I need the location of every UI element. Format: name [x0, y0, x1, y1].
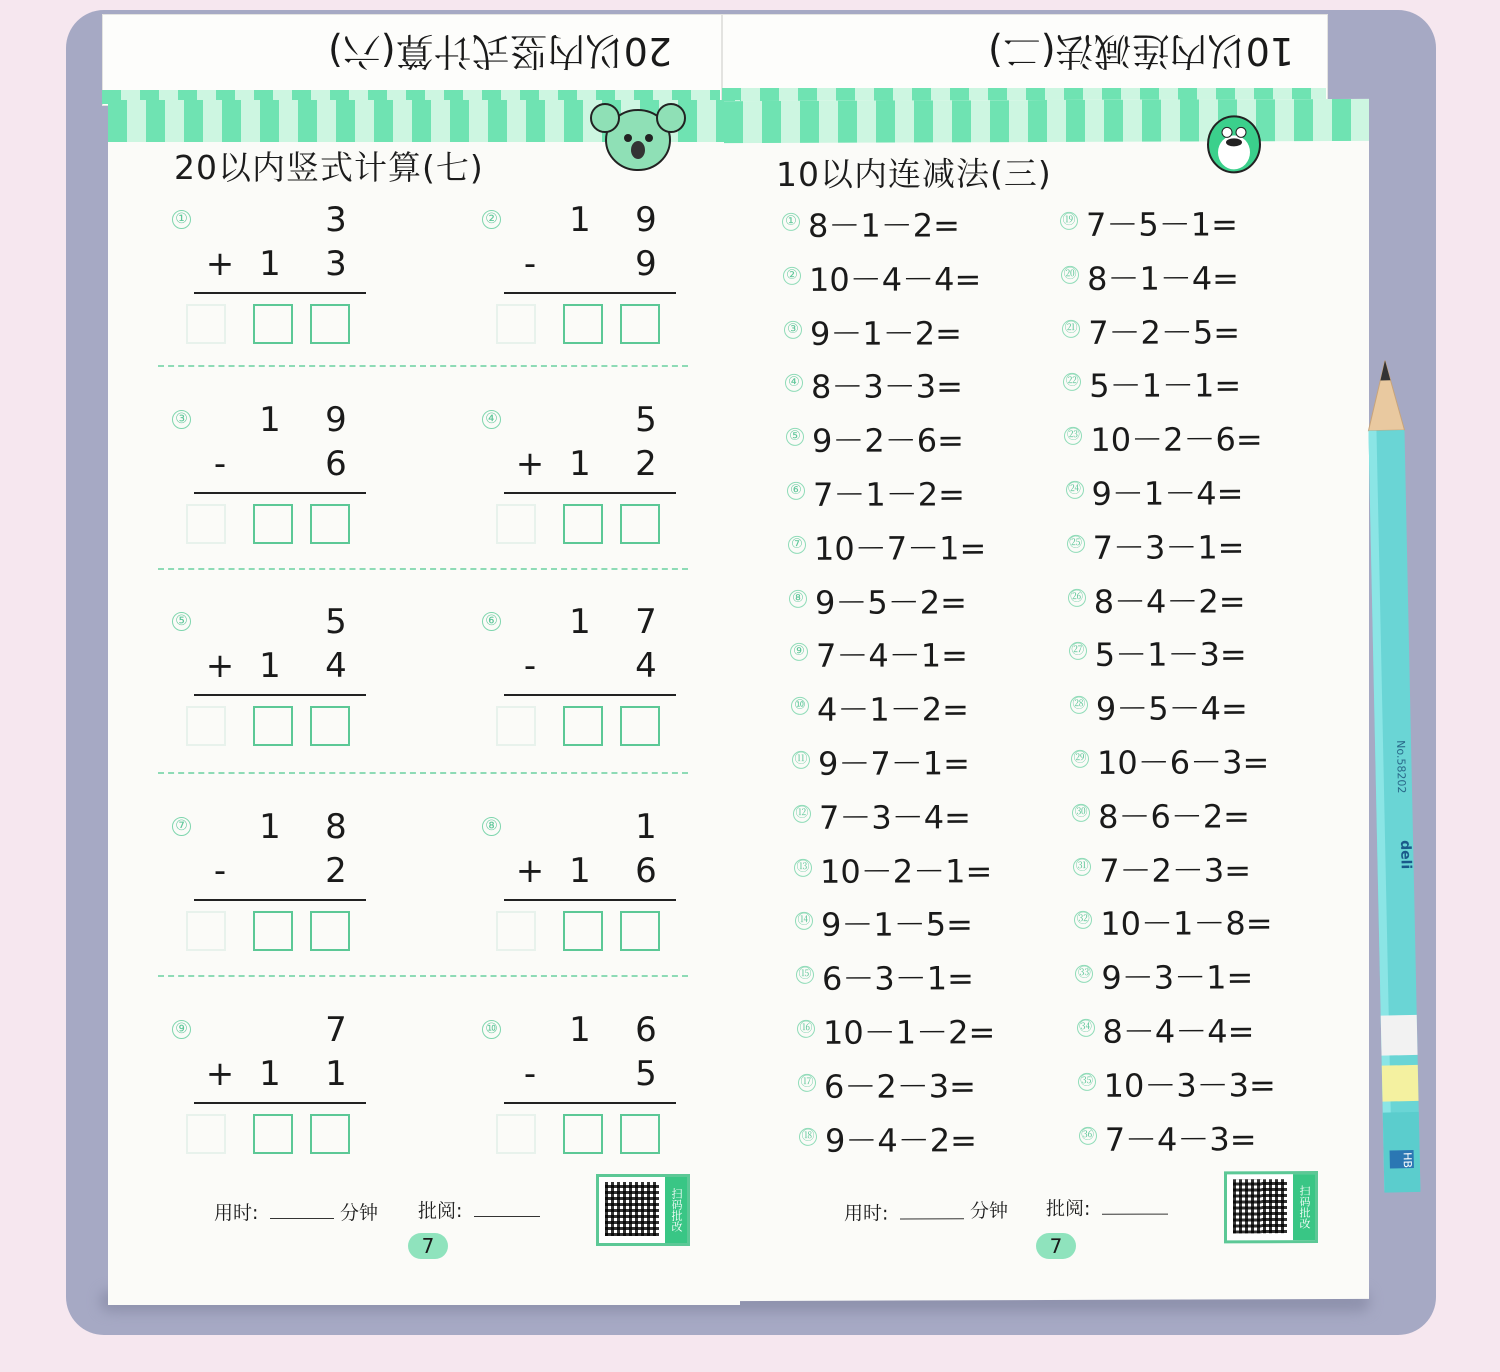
right-back-title: 10以内连减法(二) — [988, 29, 1295, 73]
bottom-tens-digit: 1 — [569, 444, 591, 484]
operator: - — [523, 1054, 537, 1094]
answer-box-ones[interactable] — [310, 706, 350, 746]
subtraction-equation: 6－2－3= — [824, 1067, 976, 1106]
equation-number: ⑪ — [792, 751, 810, 769]
sum-line — [194, 292, 366, 294]
vertical-problem — [478, 1010, 708, 1190]
time-blank[interactable] — [270, 1218, 334, 1219]
bottom-ones-digit: 3 — [325, 244, 347, 284]
vertical-problem — [168, 1010, 398, 1190]
subtraction-equation: 8－1－2= — [808, 206, 960, 245]
equation-number: ⑱ — [799, 1127, 817, 1145]
vertical-problem — [168, 807, 398, 987]
vertical-problem — [478, 807, 708, 987]
equation-number: ㉒ — [1063, 373, 1081, 391]
left-back-title: 20以内竖式计算(六) — [328, 29, 673, 73]
faint-answer-box — [186, 1114, 226, 1154]
equation-number: ㉔ — [1066, 481, 1084, 499]
subtraction-equation: 10－2－6= — [1090, 420, 1263, 460]
subtraction-equation: 9－7－1= — [818, 744, 970, 783]
faint-answer-box — [186, 911, 226, 951]
page-number: 7 — [408, 1233, 448, 1259]
pencil-model: No.58202 — [1393, 740, 1409, 794]
equation-number: ⑦ — [788, 536, 806, 554]
answer-box-ones[interactable] — [620, 304, 660, 344]
equation-number: ⑯ — [797, 1020, 815, 1038]
vertical-problem — [478, 400, 708, 580]
bottom-tens-digit: 1 — [259, 646, 281, 686]
equation-number: ⑩ — [791, 697, 809, 715]
top-ones-digit: 7 — [325, 1010, 347, 1050]
faint-answer-box — [496, 504, 536, 544]
sum-line — [194, 492, 366, 494]
equation-number: ⑲ — [1060, 212, 1078, 230]
answer-box-ones[interactable] — [620, 504, 660, 544]
problem-number: ③ — [172, 410, 191, 429]
problem-number: ⑤ — [172, 612, 191, 631]
review-blank[interactable] — [1102, 1214, 1168, 1215]
penguin-icon — [1194, 104, 1274, 174]
bottom-tens-digit: 1 — [259, 244, 281, 284]
equation-number: ㉛ — [1073, 857, 1091, 875]
top-ones-digit: 1 — [635, 807, 657, 847]
subtraction-equation: 7－2－3= — [1099, 850, 1252, 890]
equation-number: ⑨ — [790, 643, 808, 661]
sum-line — [194, 1102, 366, 1104]
subtraction-equation: 7－1－2= — [813, 475, 965, 514]
equation-number: ⑮ — [796, 966, 814, 984]
operator: + — [515, 851, 545, 891]
equation-number: ㉘ — [1070, 696, 1088, 714]
left-page — [108, 100, 740, 1305]
answer-box-ones[interactable] — [310, 911, 350, 951]
subtraction-equation: 5－1－1= — [1089, 366, 1242, 406]
answer-box-ones[interactable] — [310, 1114, 350, 1154]
time-blank[interactable] — [900, 1218, 964, 1219]
answer-box-tens[interactable] — [253, 1114, 293, 1154]
top-tens-digit: 1 — [259, 807, 281, 847]
koala-icon — [583, 100, 693, 185]
subtraction-equation: 9－3－1= — [1101, 958, 1254, 997]
problem-number: ① — [172, 210, 191, 229]
bottom-tens-digit: 1 — [259, 1054, 281, 1094]
subtraction-equation: 10－1－2= — [823, 1013, 996, 1052]
subtraction-equation: 4－1－2= — [817, 690, 969, 729]
problem-number: ⑨ — [172, 1020, 191, 1039]
answer-box-tens[interactable] — [253, 504, 293, 544]
vertical-problem — [478, 602, 708, 782]
subtraction-equation: 9－1－2= — [810, 313, 962, 353]
subtraction-equation: 6－3－1= — [822, 959, 974, 998]
dashed-separator — [158, 772, 688, 774]
top-tens-digit: 1 — [569, 1010, 591, 1050]
vertical-problem — [168, 200, 398, 380]
bottom-ones-digit: 1 — [325, 1054, 347, 1094]
sum-line — [504, 292, 676, 294]
faint-answer-box — [496, 1114, 536, 1154]
equation-number: ⑫ — [793, 805, 811, 823]
answer-box-ones[interactable] — [620, 911, 660, 951]
bottom-ones-digit: 9 — [635, 244, 657, 284]
time-label: 用时: — [844, 1202, 889, 1225]
subtraction-equation: 10－6－3= — [1097, 743, 1270, 782]
answer-box-ones[interactable] — [310, 504, 350, 544]
bottom-tens-digit: 1 — [569, 851, 591, 891]
equation-number: ㉙ — [1071, 750, 1089, 768]
operator: - — [523, 646, 537, 686]
equation-number: ㉚ — [1072, 804, 1090, 822]
subtraction-equation: 8－1－4= — [1087, 259, 1239, 298]
operator: + — [205, 1054, 235, 1094]
dashed-separator — [158, 365, 688, 367]
equation-number: ㉗ — [1069, 642, 1087, 660]
operator: - — [213, 851, 227, 891]
page-number: 7 — [1036, 1233, 1076, 1259]
subtraction-equation: 8－3－3= — [811, 367, 963, 407]
dashed-separator — [158, 975, 688, 977]
problem-number: ⑥ — [482, 612, 501, 631]
subtraction-equation: 7－3－1= — [1092, 528, 1245, 567]
qr-code[interactable] — [596, 1174, 690, 1246]
subtraction-equation: 8－4－2= — [1093, 581, 1246, 621]
subtraction-equation: 7－2－5= — [1088, 312, 1241, 352]
top-ones-digit: 5 — [325, 602, 347, 642]
subtraction-equation: 9－1－4= — [1091, 474, 1244, 513]
answer-box-tens[interactable] — [563, 706, 603, 746]
top-ones-digit: 6 — [635, 1010, 657, 1050]
top-ones-digit: 5 — [635, 400, 657, 440]
answer-box-ones[interactable] — [620, 1114, 660, 1154]
equation-number: ⑬ — [794, 858, 812, 876]
equation-number: ④ — [785, 374, 803, 392]
equation-number: ⑧ — [789, 589, 807, 607]
equation-number: ① — [782, 213, 800, 231]
bottom-ones-digit: 4 — [325, 646, 347, 686]
top-ones-digit: 3 — [325, 200, 347, 240]
subtraction-equation: 7－4－1= — [816, 636, 968, 676]
equation-number: ② — [783, 267, 801, 285]
subtraction-equation: 10－4－4= — [809, 260, 982, 299]
subtraction-equation: 10－1－8= — [1100, 904, 1273, 944]
equation-number: ⑭ — [795, 912, 813, 930]
problem-number: ⑩ — [482, 1020, 501, 1039]
minutes-label: 分钟 — [340, 1202, 379, 1224]
faint-answer-box — [186, 504, 226, 544]
bottom-ones-digit: 2 — [635, 444, 657, 484]
top-ones-digit: 9 — [325, 400, 347, 440]
answer-box-ones[interactable] — [620, 706, 660, 746]
left-page-title: 20以内竖式计算(七) — [174, 148, 484, 187]
problem-number: ⑦ — [172, 817, 191, 836]
equation-number: ㉜ — [1074, 911, 1092, 929]
review-label: 批阅: — [418, 1200, 463, 1222]
subtraction-equation: 10－7－1= — [814, 529, 987, 568]
vertical-problem — [478, 200, 708, 380]
sum-line — [504, 1102, 676, 1104]
equation-number: ㉖ — [1068, 588, 1086, 606]
subtraction-equation: 5－1－3= — [1094, 635, 1247, 675]
time-label: 用时: — [214, 1202, 259, 1224]
equation-number: ⑰ — [798, 1074, 816, 1092]
equation-number: ㉞ — [1077, 1019, 1095, 1037]
dashed-separator — [158, 568, 688, 570]
operator: + — [205, 244, 235, 284]
subtraction-equation: 9－2－6= — [812, 421, 964, 461]
bottom-ones-digit: 5 — [635, 1054, 657, 1094]
faint-answer-box — [496, 706, 536, 746]
top-ones-digit: 7 — [635, 602, 657, 642]
pencil-brand: deli — [1397, 839, 1414, 870]
top-ones-digit: 9 — [635, 200, 657, 240]
equation-number: ⑥ — [787, 482, 805, 500]
vertical-problem — [168, 400, 398, 580]
subtraction-equation: 10－2－1= — [820, 851, 993, 891]
problem-number: ② — [482, 210, 501, 229]
problem-number: ④ — [482, 410, 501, 429]
qr-label: 扫码批改 — [665, 1177, 687, 1243]
equation-number: ㉓ — [1064, 427, 1082, 445]
bottom-ones-digit: 4 — [635, 646, 657, 686]
subtraction-equation: 10－3－3= — [1103, 1065, 1276, 1105]
equation-number: ㊱ — [1079, 1126, 1097, 1144]
equation-number: ㉕ — [1067, 535, 1085, 553]
minutes-label: 分钟 — [970, 1200, 1009, 1223]
top-ones-digit: 8 — [325, 807, 347, 847]
top-tens-digit: 1 — [569, 602, 591, 642]
top-tens-digit: 1 — [259, 400, 281, 440]
answer-box-tens[interactable] — [563, 911, 603, 951]
subtraction-equation: 9－1－5= — [821, 905, 973, 945]
bottom-ones-digit: 2 — [325, 851, 347, 891]
operator: + — [515, 444, 545, 484]
faint-answer-box — [496, 304, 536, 344]
faint-answer-box — [496, 911, 536, 951]
answer-box-ones[interactable] — [310, 304, 350, 344]
subtraction-equation: 7－4－3= — [1104, 1119, 1257, 1159]
faint-answer-box — [186, 706, 226, 746]
equation-number: ③ — [784, 320, 802, 338]
subtraction-equation: 9－4－2= — [825, 1120, 977, 1160]
equation-number: ㉝ — [1075, 965, 1093, 983]
sum-line — [504, 492, 676, 494]
subtraction-equation: 9－5－4= — [1095, 689, 1248, 729]
answer-box-tens[interactable] — [563, 504, 603, 544]
review-blank[interactable] — [474, 1216, 540, 1217]
answer-box-tens[interactable] — [253, 706, 293, 746]
answer-box-tens[interactable] — [253, 304, 293, 344]
sum-line — [194, 899, 366, 901]
subtraction-equation: 7－5－1= — [1086, 205, 1238, 244]
subtraction-equation: 9－5－2= — [815, 582, 967, 622]
right-page — [724, 99, 1369, 1301]
equation-number: ㉑ — [1062, 319, 1080, 337]
operator: - — [213, 444, 227, 484]
operator: + — [205, 646, 235, 686]
answer-box-tens[interactable] — [253, 911, 293, 951]
review-label: 批阅: — [1046, 1197, 1091, 1221]
sum-line — [504, 899, 676, 901]
answer-box-tens[interactable] — [563, 1114, 603, 1154]
sum-line — [504, 694, 676, 696]
problem-number: ⑧ — [482, 817, 501, 836]
top-tens-digit: 1 — [569, 200, 591, 240]
operator: - — [523, 244, 537, 284]
subtraction-equation: 7－3－4= — [819, 798, 971, 837]
right-page-title: 10以内连减法(三) — [776, 153, 1052, 194]
faint-answer-box — [186, 304, 226, 344]
qr-label: 扫码批改 — [1293, 1174, 1315, 1240]
bottom-ones-digit: 6 — [635, 851, 657, 891]
subtraction-equation: 8－4－4= — [1102, 1012, 1255, 1051]
qr-code[interactable] — [1224, 1171, 1318, 1243]
equation-number: ⑤ — [786, 428, 804, 446]
bottom-ones-digit: 6 — [325, 444, 347, 484]
answer-box-tens[interactable] — [563, 304, 603, 344]
pencil-grade: HB — [1400, 1151, 1414, 1169]
vertical-problem — [168, 602, 398, 782]
equation-number: ⑳ — [1061, 266, 1079, 284]
subtraction-equation: 8－6－2= — [1098, 797, 1250, 836]
sum-line — [194, 694, 366, 696]
equation-number: ㉟ — [1078, 1073, 1096, 1091]
